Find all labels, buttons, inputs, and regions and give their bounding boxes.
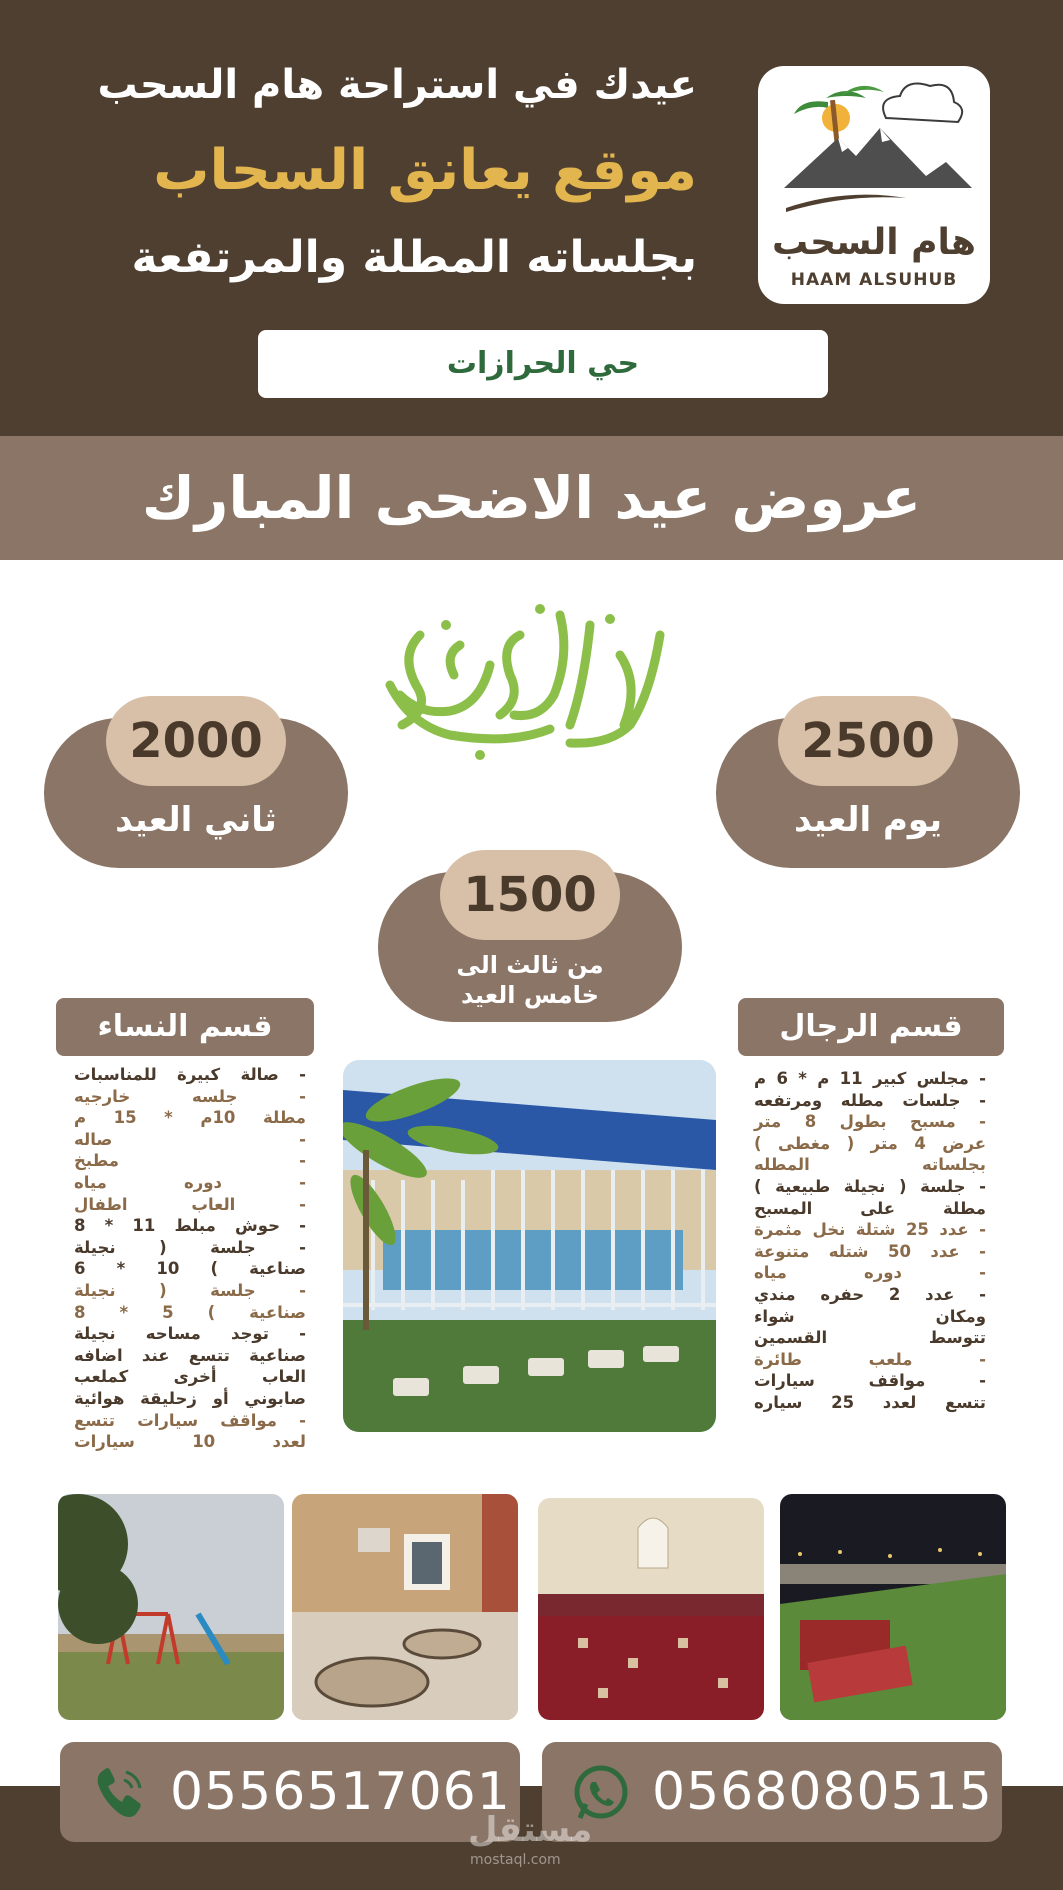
price-label-line2: خامس العيد	[461, 981, 599, 1009]
watermark-arabic: مستقل	[468, 1810, 593, 1850]
headline-1: عيدك في استراحة هام السحب	[97, 62, 697, 108]
price-label-line1: من ثالث الى	[456, 951, 604, 979]
watermark-url: mostaql.com	[470, 1852, 561, 1868]
list-item: صابوني أو زحليقة هوائية	[74, 1388, 306, 1408]
headline-2: موقع يعانق السحاب	[153, 138, 697, 203]
list-item: - مجلس كبير 11 م * 6 م	[754, 1069, 986, 1088]
list-item: - جلسه خارجيه	[74, 1086, 306, 1106]
price-label: ثاني العيد	[115, 800, 277, 840]
list-item: - جلسات مطله ومرتفعه	[754, 1090, 986, 1110]
list-item: عرض 4 متر ( مغطى )	[754, 1133, 986, 1153]
playground-photo	[58, 1494, 284, 1720]
offers-band	[0, 436, 1063, 560]
phone-number: 0556517061	[170, 1762, 511, 1822]
list-item: - مسبح بطول 8 متر	[754, 1112, 986, 1132]
price-third-to-fifth	[378, 867, 682, 1022]
list-item: - العاب اطفال	[74, 1194, 306, 1214]
list-item: - عدد 50 شتله متنوعة	[754, 1241, 986, 1261]
price-second-day	[44, 713, 348, 868]
price-value: 1500	[440, 850, 620, 940]
men-features-list	[754, 1068, 986, 1414]
list-item: - حوش مبلط 11 * 8	[74, 1216, 306, 1236]
mountain-palm-cloud-logo	[776, 78, 972, 228]
women-section-title: قسم النساء	[56, 998, 314, 1056]
price-eid-day	[716, 713, 1020, 868]
headline-3: بجلساته المطلة والمرتفعة	[131, 232, 697, 283]
list-item: العاب أخرى كملعب	[74, 1367, 306, 1387]
list-item: - مواقف سيارات	[754, 1371, 986, 1391]
contact-whatsapp[interactable]	[542, 1742, 1002, 1842]
price-label	[378, 950, 682, 1010]
whatsapp-number: 0568080515	[652, 1762, 993, 1822]
pool-photo	[343, 1060, 716, 1432]
list-item: بجلساته المطله	[754, 1155, 986, 1175]
list-item: صناعية ) 10 * 6	[74, 1259, 306, 1279]
rooftop-seating-photo	[780, 1494, 1006, 1720]
list-item: - دوره مياه	[74, 1172, 306, 1192]
list-item: مطلة على المسبح	[754, 1198, 986, 1218]
list-item: تتوسط القسمين	[754, 1328, 986, 1348]
list-item: - صاله	[74, 1129, 306, 1149]
list-item: - ملعب طائرة	[754, 1349, 986, 1369]
list-item: - عدد 25 شتلة نخل مثمرة	[754, 1220, 986, 1240]
logo-arabic-name: هام السحب	[772, 222, 976, 263]
men-section-title: قسم الرجال	[738, 998, 1004, 1056]
list-item: - مطبخ	[74, 1151, 306, 1171]
district-label: حي الحرازات	[258, 330, 828, 398]
list-item: - جلسة ( نجيلة طبيعية )	[754, 1176, 986, 1196]
eid-greeting-calligraphy	[360, 595, 695, 780]
list-item: ومكان شواء	[754, 1306, 986, 1326]
list-item: - توجد مساحه نجيلة	[74, 1324, 306, 1344]
women-features-list	[74, 1064, 306, 1453]
outdoor-courtyard-photo	[292, 1494, 518, 1720]
contact-phone[interactable]	[60, 1742, 520, 1842]
list-item: - جلسة ( نجيلة	[74, 1280, 306, 1300]
phone-icon	[90, 1764, 148, 1822]
logo-english-name: HAAM ALSUHUB	[790, 270, 958, 290]
list-item: تتسع لعدد 25 سياره	[754, 1392, 986, 1412]
list-item: - مواقف سيارات تتسع	[74, 1410, 306, 1430]
list-item: - صالة كبيرة للمناسبات	[74, 1065, 306, 1084]
indoor-majlis-photo	[538, 1498, 764, 1720]
list-item: - جلسة ( نجيلة	[74, 1237, 306, 1257]
price-value: 2500	[778, 696, 958, 786]
list-item: مطلة 10م * 15 م	[74, 1108, 307, 1128]
price-label: يوم العيد	[794, 800, 942, 840]
offers-title: عروض عيد الاضحى المبارك	[141, 464, 922, 532]
list-item: - دوره مياه	[754, 1263, 986, 1283]
list-item: لعدد 10 سيارات	[74, 1432, 306, 1452]
list-item: - عدد 2 حفره مندي	[754, 1284, 986, 1304]
list-item: صناعية تتسع عند اضافه	[74, 1345, 306, 1365]
logo	[758, 66, 990, 304]
price-value: 2000	[106, 696, 286, 786]
list-item: صناعية ) 5 * 8	[74, 1302, 307, 1322]
